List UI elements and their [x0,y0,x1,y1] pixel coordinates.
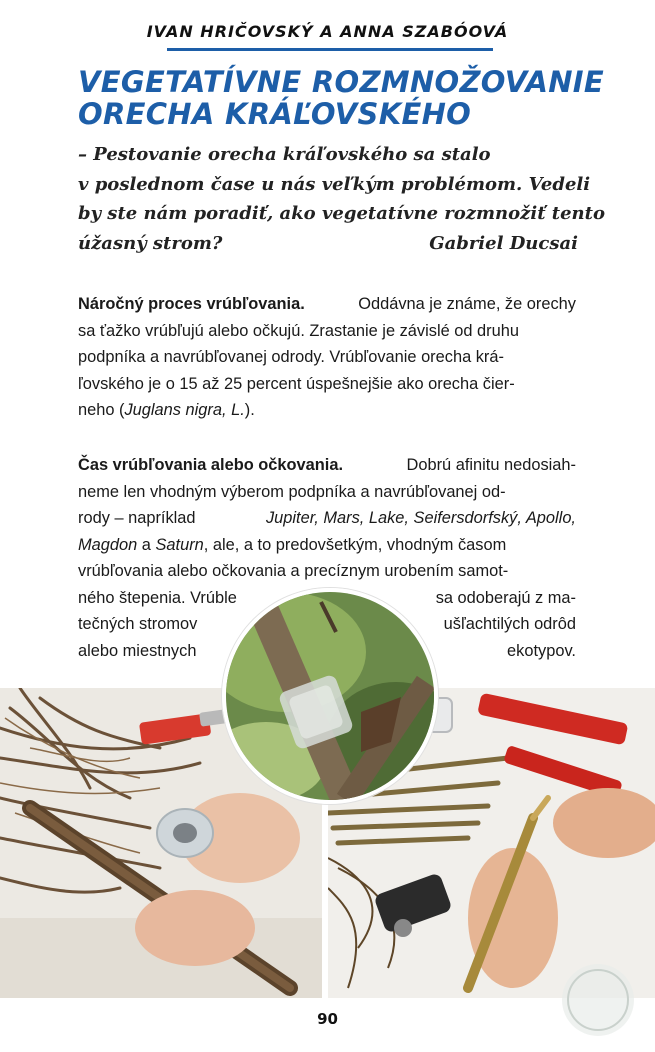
p2-line-3-pre: rody – napríklad [78,509,196,527]
variety-magdon: Magdon [78,535,138,554]
p2-line-6-left: ného štepenia. Vrúble [78,588,237,607]
p2-line-5-text: vrúbľovania alebo očkovania a precíznym urobením samot- [78,562,509,580]
p1-heading: Náročný proces vrúbľovania. [78,295,305,313]
p1-line-4-text: ľovského je o 15 až 25 percent úspešnejšie ako orecha čier- [78,374,515,393]
p2-line-6-right: sa odoberajú z ma- [435,588,576,607]
p2-line-2 [78,479,576,506]
p2-line-4 [78,532,576,559]
p2-line-5 [78,558,576,585]
p2-line-2-text: neme len vhodným výberom podpníka a navrúbľovanej od- [78,482,506,501]
variety-list: Jupiter, Mars, Lake, Seifersdorfský, Apollo, [265,509,576,527]
lead-line-4 [78,229,578,259]
p2-line-8-right: ekotypov. [507,641,576,660]
p2-line-8-left: alebo miestnych [78,641,197,660]
variety-saturn: Saturn [155,535,204,554]
page-number: 90 [317,1010,338,1028]
p1-line-5 [78,397,576,424]
p2-line-7-left: tečných stromov [78,615,198,633]
paragraph-grafting-process [78,291,576,424]
p1-line-1 [78,291,576,318]
p1-line-4 [78,371,576,398]
p2-line-4-group [78,532,506,559]
p2-line-1 [78,452,576,479]
p1-line-5-pre: neho ( [78,401,125,419]
p2-line-4-mid: a [141,535,151,554]
p2-line-7-right: ušľachtilých odrôd [443,615,576,633]
p1-line-2-text: sa ťažko vrúbľujú alebo očkujú. Zrastanie je závislé od druhu [78,321,519,340]
p2-line-3 [78,505,576,532]
p1-line-5-post: ). [244,401,255,419]
title-line-2: ORECHA KRÁĽOVSKÉHO [78,97,472,131]
reader-question [78,140,605,258]
title-line-1: VEGETATÍVNE ROZMNOŽOVANIE [78,65,604,99]
p1-line-3-text: podpníka a navrúbľovanej odrody. Vrúbľovanie orecha krá- [78,348,504,366]
article-title [78,66,638,130]
p2-line-1-rest: Dobrú afinitu nedosiah- [406,456,576,474]
grafted-branch-closeup [222,588,438,804]
p2-heading: Čas vrúbľovania alebo očkovania. [78,456,344,474]
reader-signature: Gabriel Ducsai [429,232,578,254]
author-line: IVAN HRIČOVSKÝ A ANNA SZABÓOVÁ [146,22,509,41]
lead-line-1: – Pestovanie orecha kráľovského sa stalo [78,144,491,165]
lead-line-2: v poslednom čase u nás veľkým problémom. Vedeli [78,173,591,195]
p2-line-4-post: , ale, a to predovšetkým, vhodným časom [203,535,507,554]
p1-line-3 [78,344,576,371]
lead-line-4-text: úžasný strom? [78,232,223,254]
p1-line-1-rest: Oddávna je známe, že orechy [358,295,576,313]
decorative-seal [558,960,638,1040]
species-name: Juglans nigra, L. [124,401,245,419]
header-rule [167,48,493,51]
lead-line-3: by ste nám poradiť, ako vegetatívne rozmnožiť tento [78,203,605,224]
p1-line-2 [78,318,576,345]
